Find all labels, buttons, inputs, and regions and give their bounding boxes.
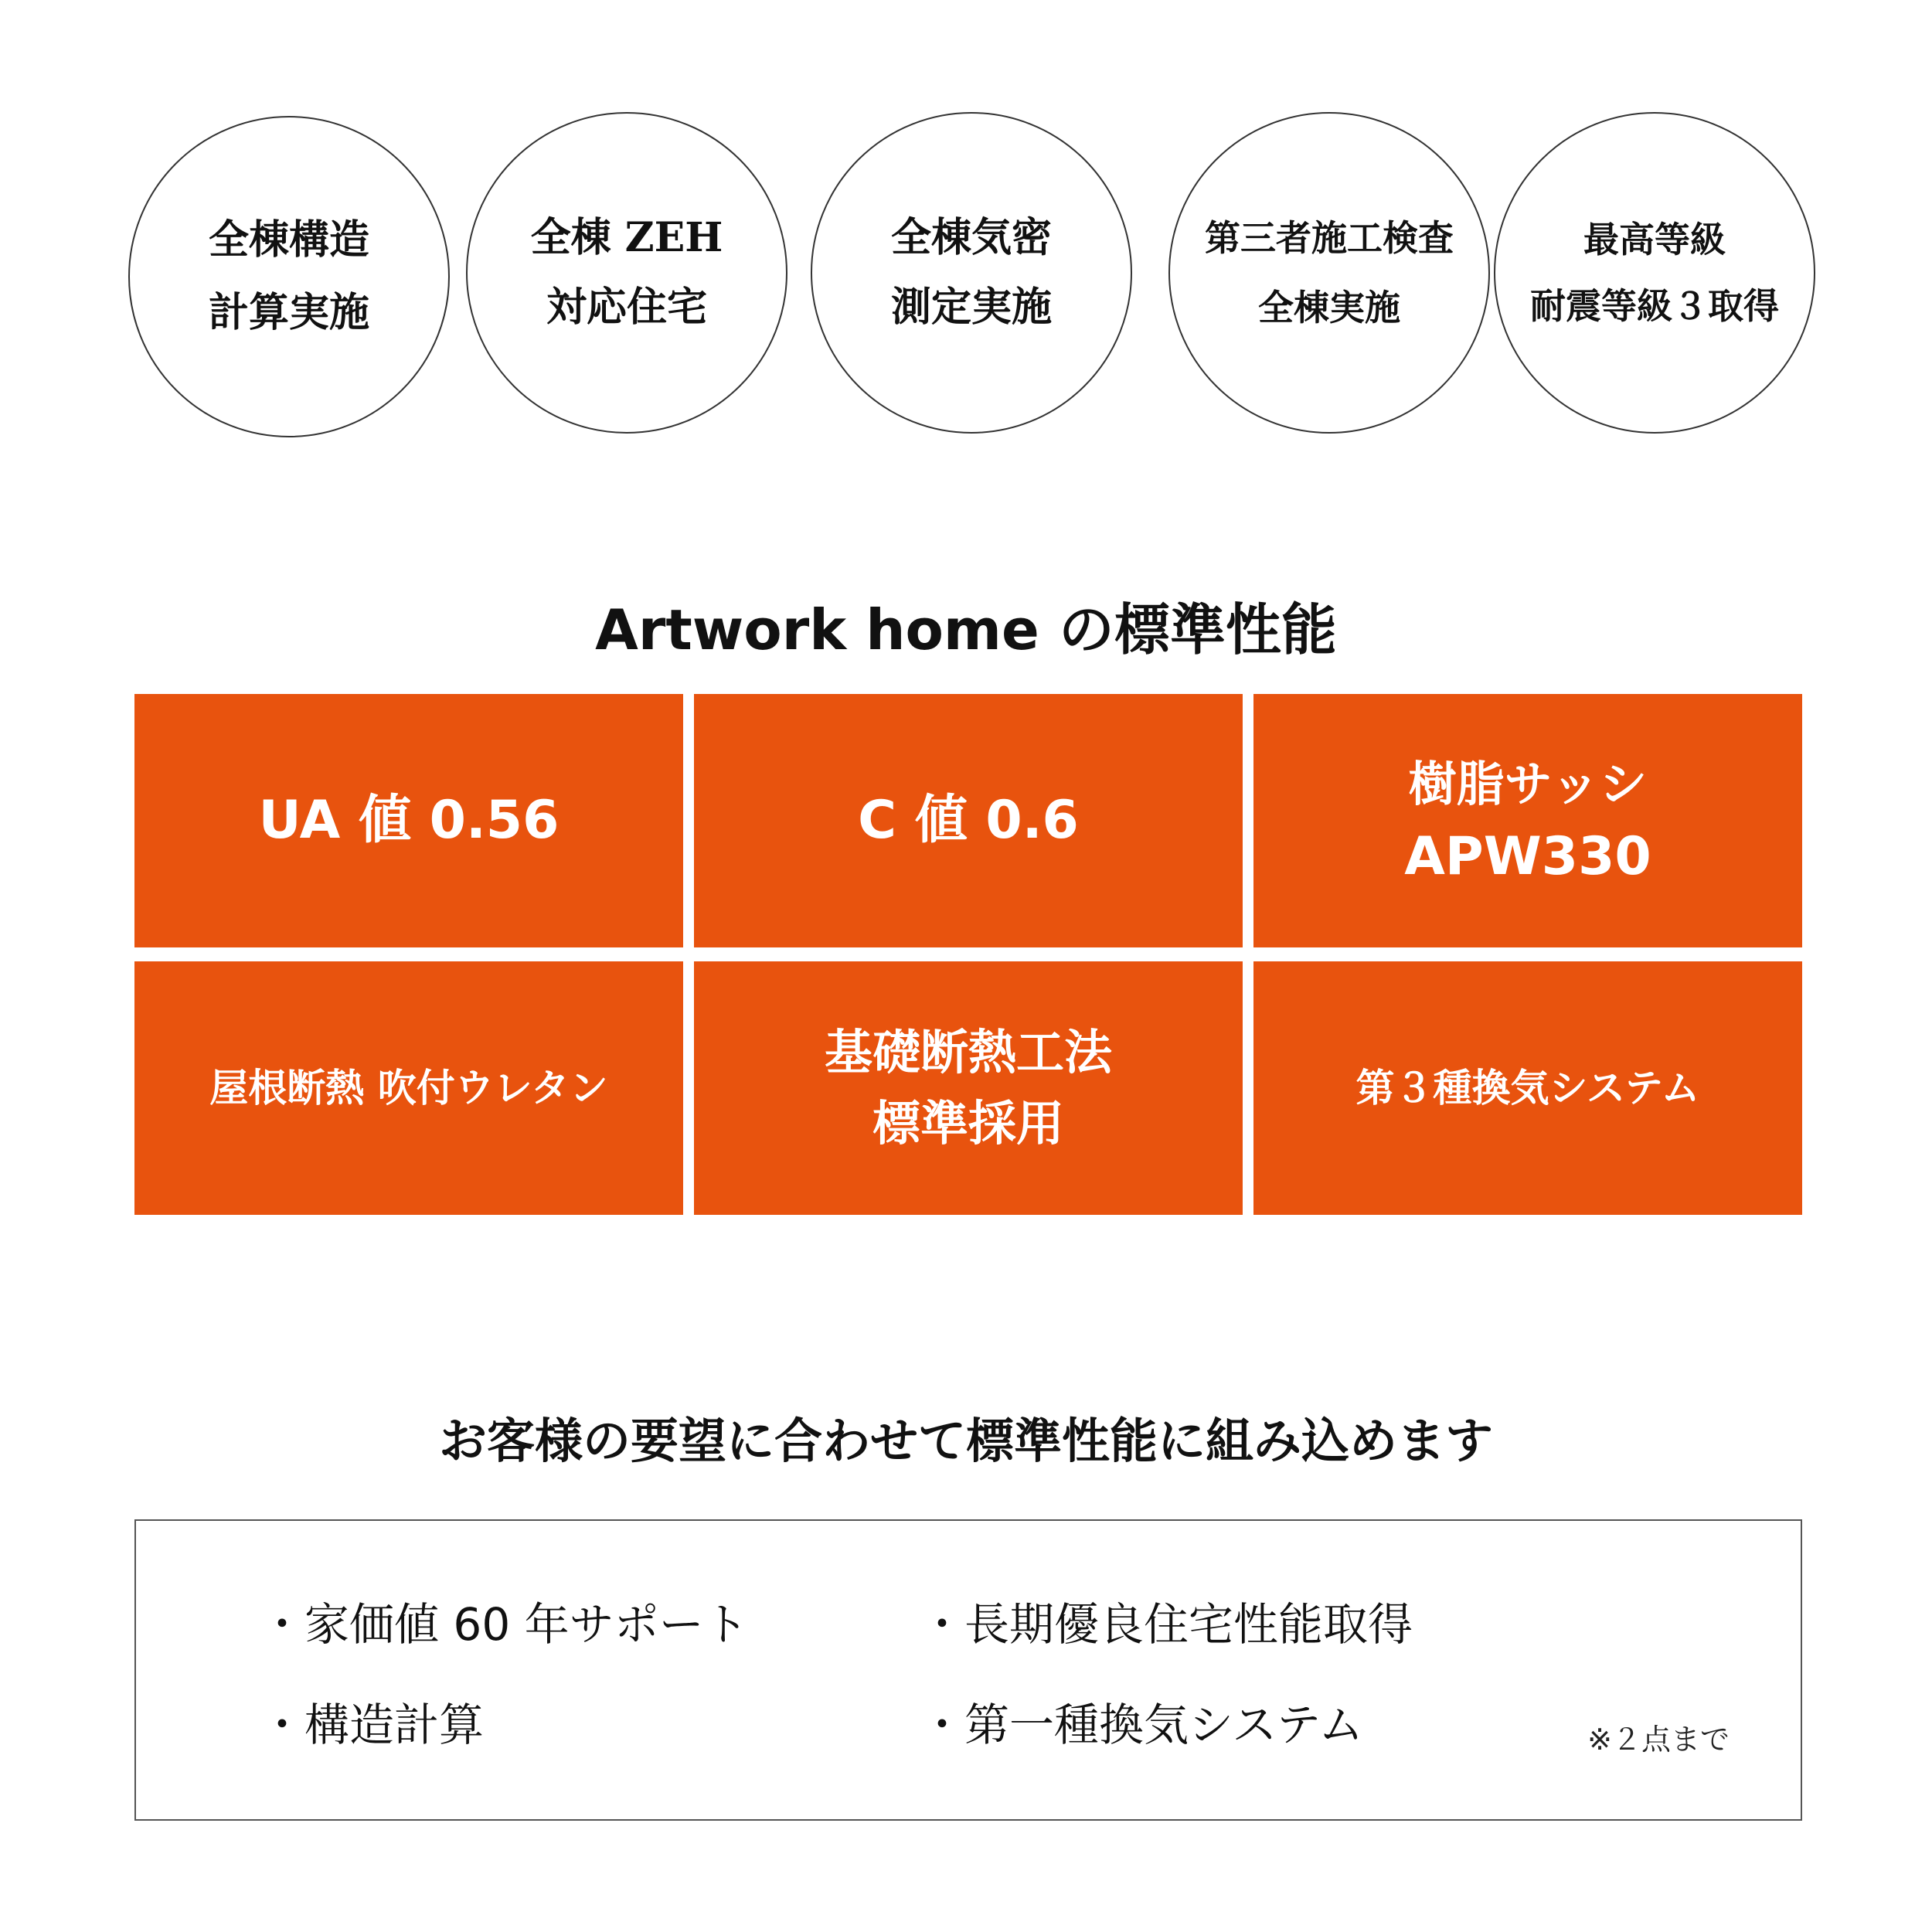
cell-foundation-insulation bbox=[694, 961, 1243, 1215]
badge-line: 全棟実施 bbox=[1258, 287, 1400, 328]
cell-label: 屋根断熱 吹付ウレタン bbox=[209, 1066, 608, 1111]
badge-line: 測定実施 bbox=[890, 284, 1052, 331]
option-label: 家価値 60 年サポート bbox=[304, 1598, 749, 1651]
cell-label: 第３種換気システム bbox=[1355, 1066, 1700, 1111]
badge-seismic-grade bbox=[1494, 112, 1815, 434]
standard-performance-title: Artwork home の標準性能 bbox=[595, 597, 1337, 662]
cell-resin-sash bbox=[1253, 694, 1802, 947]
cell-ua-value bbox=[134, 694, 683, 947]
options-limit-note: ※２点まで bbox=[1587, 1723, 1730, 1757]
bullet: ・ bbox=[260, 1598, 305, 1651]
badge-airtightness bbox=[811, 112, 1132, 434]
badge-line: 対応住宅 bbox=[546, 284, 707, 331]
cell-label: 標準採用 bbox=[872, 1095, 1064, 1151]
cell-roof-insulation bbox=[134, 961, 683, 1215]
cell-label: C 値 0.6 bbox=[858, 790, 1079, 851]
badge-line: 耐震等級３取得 bbox=[1530, 285, 1779, 327]
bullet: ・ bbox=[920, 1598, 965, 1651]
options-title: お客様の要望に合わせて標準性能に組み込めます bbox=[438, 1413, 1493, 1469]
badge-line: 計算実施 bbox=[208, 289, 369, 336]
badge-line: 全棟気密 bbox=[890, 214, 1052, 261]
cell-label: 樹脂サッシ bbox=[1408, 756, 1648, 812]
cell-ventilation bbox=[1253, 961, 1802, 1215]
bullet: ・ bbox=[260, 1699, 305, 1751]
badge-line: 最高等級 bbox=[1583, 219, 1726, 260]
badge-structural-calculation bbox=[128, 116, 450, 437]
cell-label: UA 値 0.56 bbox=[258, 790, 560, 851]
option-label: 長期優良住宅性能取得 bbox=[964, 1598, 1413, 1651]
option-item bbox=[920, 1697, 1363, 1753]
cell-label: 基礎断熱工法 bbox=[824, 1024, 1112, 1080]
badge-line: 全棟 ZEH bbox=[530, 214, 723, 261]
standard-performance-grid bbox=[134, 694, 1802, 1215]
option-item bbox=[260, 1697, 484, 1753]
bullet: ・ bbox=[920, 1699, 965, 1751]
badge-zeh bbox=[466, 112, 787, 434]
option-label: 構造計算 bbox=[304, 1699, 485, 1751]
cell-label: APW330 bbox=[1404, 826, 1651, 887]
option-item bbox=[260, 1597, 749, 1652]
badge-line: 全棟構造 bbox=[208, 216, 369, 264]
option-label: 第一種換気システム bbox=[964, 1699, 1364, 1751]
badge-line: 第三者施工検査 bbox=[1205, 217, 1454, 259]
option-item bbox=[920, 1597, 1413, 1652]
badge-third-party-inspection bbox=[1168, 112, 1490, 434]
cell-c-value bbox=[694, 694, 1243, 947]
options-box bbox=[134, 1519, 1802, 1821]
